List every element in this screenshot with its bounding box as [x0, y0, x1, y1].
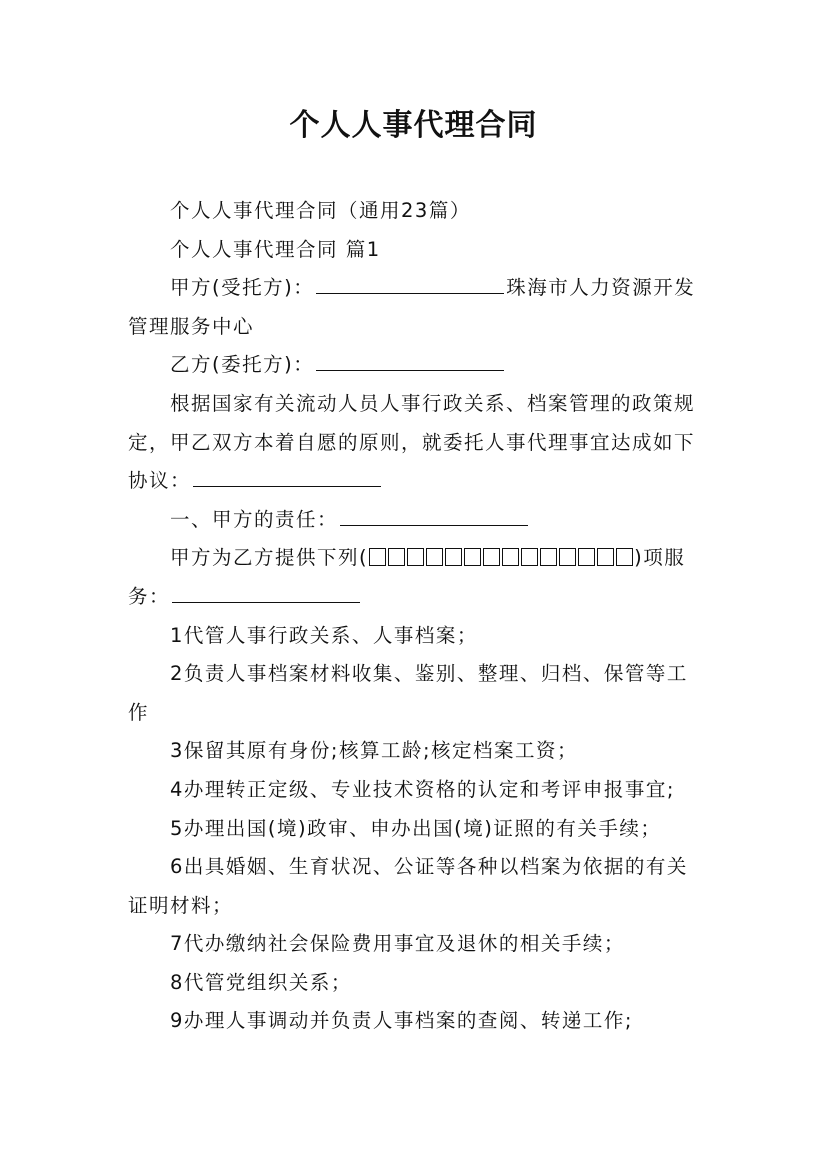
placeholder-box [483, 548, 500, 566]
item-4: 4办理转正定级、专业技术资格的认定和考评申报事宜; [170, 777, 675, 801]
preamble-paragraph [128, 385, 708, 501]
party-a-blank [316, 271, 504, 294]
party-a-name: 珠海市人力资源开发管理服务中心 [128, 276, 696, 338]
article-heading: 个人人事代理合同 篇1 [170, 237, 381, 261]
item-2: 2负责人事档案材料收集、鉴别、整理、归档、保管等工作 [128, 662, 688, 724]
placeholder-box [426, 548, 443, 566]
party-a-line [128, 269, 708, 346]
item-6: 6出具婚姻、生育状况、公证等各种以档案为依据的有关证明材料； [128, 855, 688, 917]
party-a-label: 甲方(受托方)： [170, 276, 315, 300]
placeholder-box [464, 548, 481, 566]
item-7: 7代办缴纳社会保险费用事宜及退休的相关手续； [170, 932, 625, 956]
placeholder-box [616, 548, 633, 566]
services-blank [172, 580, 360, 603]
placeholder-box [502, 548, 519, 566]
placeholder-box [559, 548, 576, 566]
party-b-label: 乙方(委托方)： [170, 353, 315, 377]
item-3: 3保留其原有身份;核算工龄;核定档案工资； [170, 739, 579, 763]
item-9: 9办理人事调动并负责人事档案的查阅、转递工作; [170, 1009, 633, 1033]
document-body [128, 192, 708, 1041]
item-5: 5办理出国(境)政审、申办出国(境)证照的有关手续； [170, 816, 662, 840]
placeholder-box [445, 548, 462, 566]
item-1: 1代管人事行政关系、人事档案； [170, 623, 478, 647]
party-b-line [128, 346, 708, 385]
services-suffix: )项服务： [128, 546, 686, 608]
checkbox-row [368, 546, 634, 569]
placeholder-box [578, 548, 595, 566]
preamble-text: 根据国家有关流动人员人事行政关系、档案管理的政策规定，甲乙双方本着自愿的原则，就委托人事代理事宜达成如下协议： [128, 391, 696, 493]
section1-blank [340, 503, 528, 526]
section1-text: 一、甲方的责任： [170, 507, 339, 531]
placeholder-box [521, 548, 538, 566]
services-prefix: 甲方为乙方提供下列( [170, 546, 369, 570]
section1-heading [128, 501, 708, 540]
placeholder-box [597, 548, 614, 566]
preamble-blank [193, 464, 381, 487]
placeholder-box [540, 548, 557, 566]
subtitle-line: 个人人事代理合同（通用23篇） [170, 199, 471, 222]
placeholder-box [388, 548, 405, 566]
document-title: 个人人事代理合同 [289, 108, 538, 143]
services-paragraph [128, 539, 708, 616]
placeholder-box [369, 548, 386, 566]
item-8: 8代管党组织关系； [170, 970, 352, 994]
party-b-blank [316, 348, 504, 371]
placeholder-box [407, 548, 424, 566]
